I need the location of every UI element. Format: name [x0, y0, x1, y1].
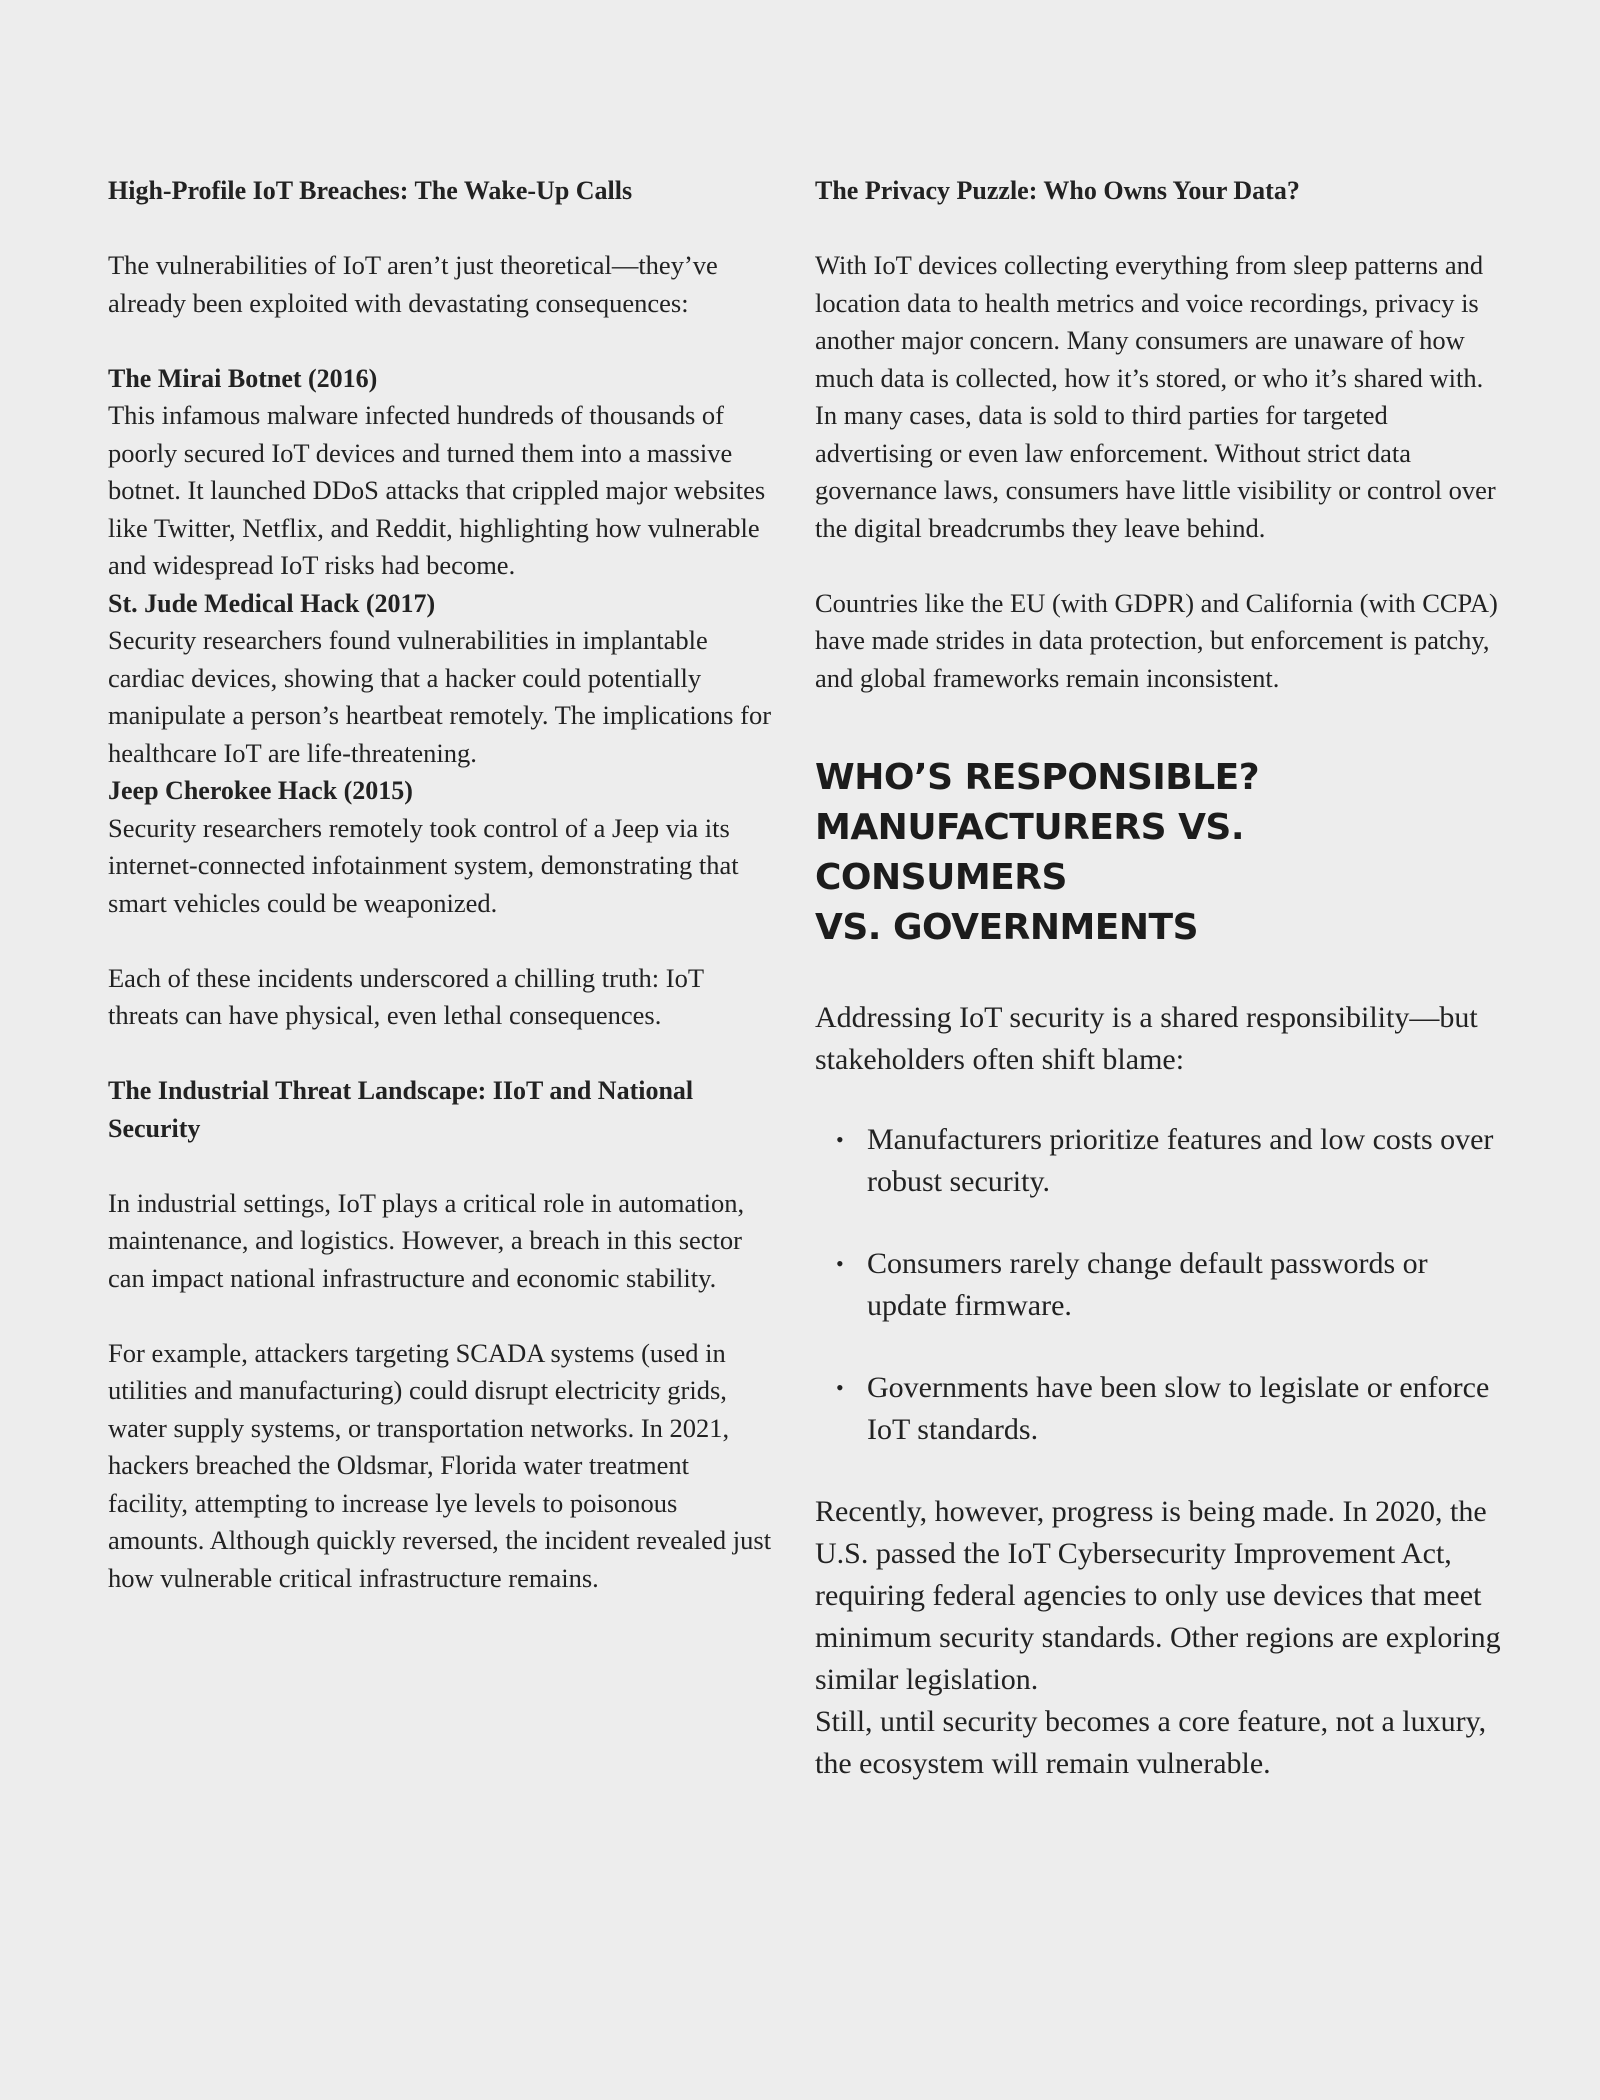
bullet-icon: • [836, 1251, 844, 1276]
bullet-icon: • [836, 1127, 844, 1152]
privacy-paragraph-2: In many cases, data is sold to third parties for targeted advertising or even law enforcement. Without strict data governance laws, consumers have little visibility or control over the digital breadcrumbs they leave behind. [815, 400, 1496, 543]
breaches-heading: High-Profile IoT Breaches: The Wake-Up Calls [108, 176, 633, 205]
privacy-heading: The Privacy Puzzle: Who Owns Your Data? [815, 176, 1300, 205]
responsibility-heading [815, 753, 1505, 953]
stjude-body: Security researchers found vulnerabilities in implantable cardiac devices, showing that a hacker could potentially manipulate a person’s heartbeat remotely. The implications for healthcare IoT are life-threatening. [108, 625, 772, 768]
privacy-paragraph-1: With IoT devices collecting everything from sleep patterns and location data to health metrics and voice recordings, privacy is another major concern. Many consumers are unaware of how much data is collected, how it’s stored, or who it’s shared with. [815, 250, 1484, 393]
mirai-body: This infamous malware infected hundreds of thousands of poorly secured IoT devices and turned them into a massive botnet. It launched DDoS attacks that crippled major websites like Twitter, Netflix, and Reddit, highlighting how vulnerable and widespread IoT risks had become. [108, 400, 766, 580]
responsibility-heading-line-2: MANUFACTURERS VS. CONSUMERS [815, 807, 1245, 898]
list-item-text: Manufacturers prioritize features and low costs over robust security. [867, 1123, 1494, 1198]
industrial-paragraph-2: For example, attackers targeting SCADA systems (used in utilities and manufacturing) could disrupt electricity grids, water supply systems, or transportation networks. In 2021, hackers breached the Oldsmar, Florida water treatment facility, attempting to increase lye levels to poisonous amounts. Although quickly reversed, the incident revealed just how vulnerable critical infrastructure remains. [108, 1337, 772, 1593]
right-column [815, 172, 1505, 1785]
list-item [815, 1243, 1505, 1327]
stakeholder-list [815, 1119, 1505, 1451]
bullet-icon: • [836, 1375, 844, 1400]
incidents-summary: Each of these incidents underscored a chilling truth: IoT threats can have physical, even lethal consequences. [108, 962, 704, 1030]
jeep-title: Jeep Cherokee Hack (2015) [108, 776, 413, 805]
breaches-intro: The vulnerabilities of IoT aren’t just theoretical—they’ve already been exploited with devastating consequences: [108, 250, 718, 318]
privacy-paragraph-3: Countries like the EU (with GDPR) and California (with CCPA) have made strides in data protection, but enforcement is patchy, and global frameworks remain inconsistent. [815, 587, 1498, 693]
progress-paragraph-1: Recently, however, progress is being made. In 2020, the U.S. passed the IoT Cybersecurity Improvement Act, requiring federal agencies to only use devices that meet minimum security standards. Other regions are exploring similar legislation. [815, 1495, 1501, 1696]
mirai-title: The Mirai Botnet (2016) [108, 363, 378, 393]
list-item [815, 1367, 1505, 1451]
stjude-title: St. Jude Medical Hack (2017) [108, 588, 436, 618]
progress-paragraph-2: Still, until security becomes a core feature, not a luxury, the ecosystem will remain vulnerable. [815, 1705, 1487, 1780]
industrial-heading: The Industrial Threat Landscape: IIoT and National Security [108, 1076, 694, 1143]
left-column [108, 172, 773, 1597]
industrial-paragraph-1: In industrial settings, IoT plays a critical role in automation, maintenance, and logistics. However, a breach in this sector can impact national infrastructure and economic stability. [108, 1187, 745, 1293]
list-item-text: Consumers rarely change default passwords or update firmware. [867, 1247, 1428, 1322]
responsibility-heading-line-3: VS. GOVERNMENTS [815, 907, 1199, 948]
list-item [815, 1119, 1505, 1203]
responsibility-heading-line-1: WHO’S RESPONSIBLE? [815, 757, 1260, 798]
jeep-body: Security researchers remotely took control of a Jeep via its internet-connected infotainment system, demonstrating that smart vehicles could be weaponized. [108, 812, 739, 918]
list-item-text: Governments have been slow to legislate or enforce IoT standards. [867, 1371, 1490, 1446]
responsibility-intro: Addressing IoT security is a shared responsibility—but stakeholders often shift blame: [815, 1001, 1478, 1076]
